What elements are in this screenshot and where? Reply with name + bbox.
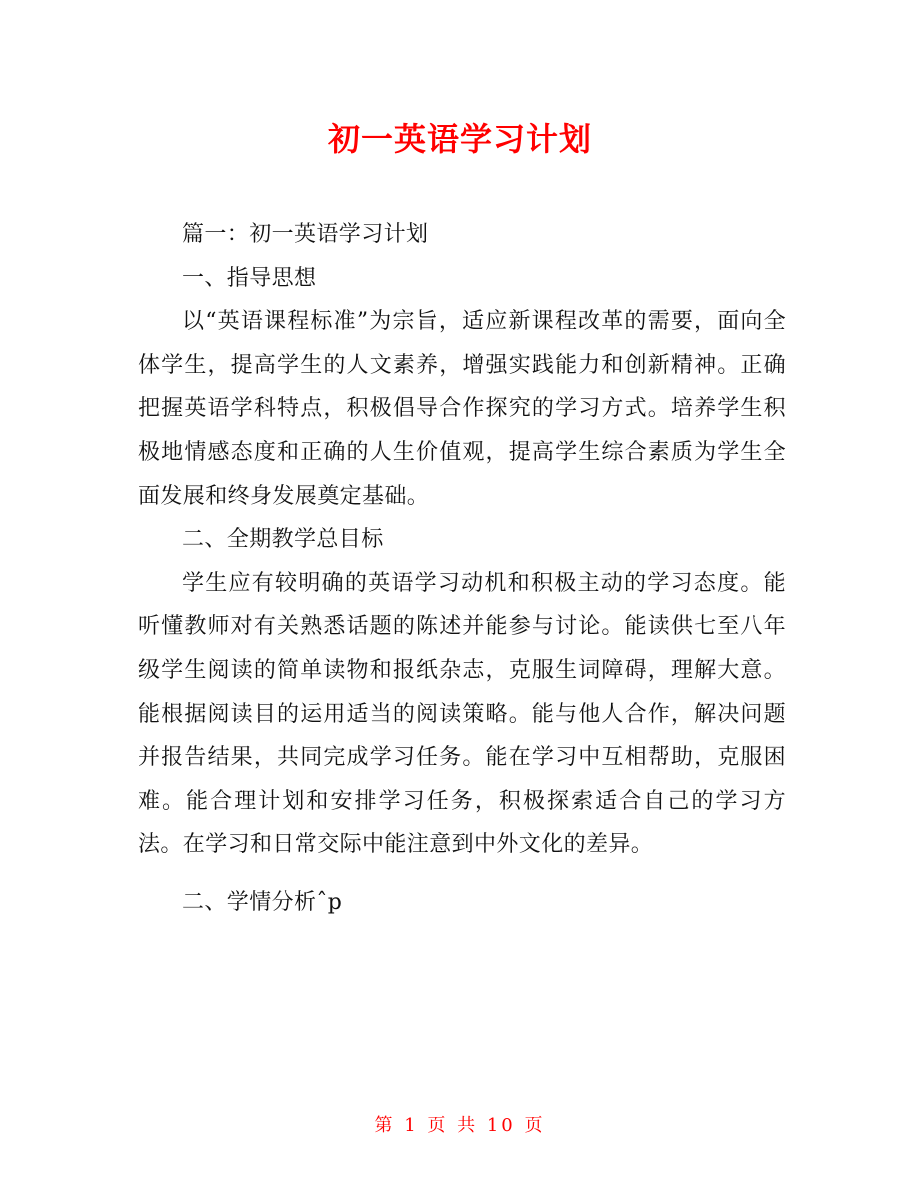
section-heading: 一、指导思想 [182, 265, 317, 291]
section-heading: 二、学情分析ˆp [182, 889, 343, 915]
document-title: 初一英语学习计划 [327, 120, 592, 158]
body-paragraph: 以“英语课程标准”为宗旨，适应新课程改革的需要，面向全体学生，提高学生的人文素养，增强实践能力和创新精神。正确把握英语学科特点，积极倡导合作探究的学习方式。培养学生积极地情感态度和正确的人生价值观，提高学生综合素质为学生全面发展和终身发展奠定基础。 [138, 309, 786, 509]
section-heading: 二、全期教学总目标 [182, 527, 384, 553]
document-body [138, 213, 786, 925]
section-heading: 篇一：初一英语学习计划 [182, 222, 429, 247]
page-number-footer: 第 1 页 共 10 页 [374, 1115, 546, 1136]
body-paragraph: 学生应有较明确的英语学习动机和积极主动的学习态度。能听懂教师对有关熟悉话题的陈述并能参与讨论。能读供七至八年级学生阅读的简单读物和报纸杂志，克服生词障碍，理解大意。能根据阅读目的运用适当的阅读策略。能与他人合作，解决问题并报告结果，共同完成学习任务。能在学习中互相帮助，克服困难。能合理计划和安排学习任务，积极探索适合自己的学习方法。在学习和日常交际中能注意到中外文化的差异。 [138, 570, 786, 858]
